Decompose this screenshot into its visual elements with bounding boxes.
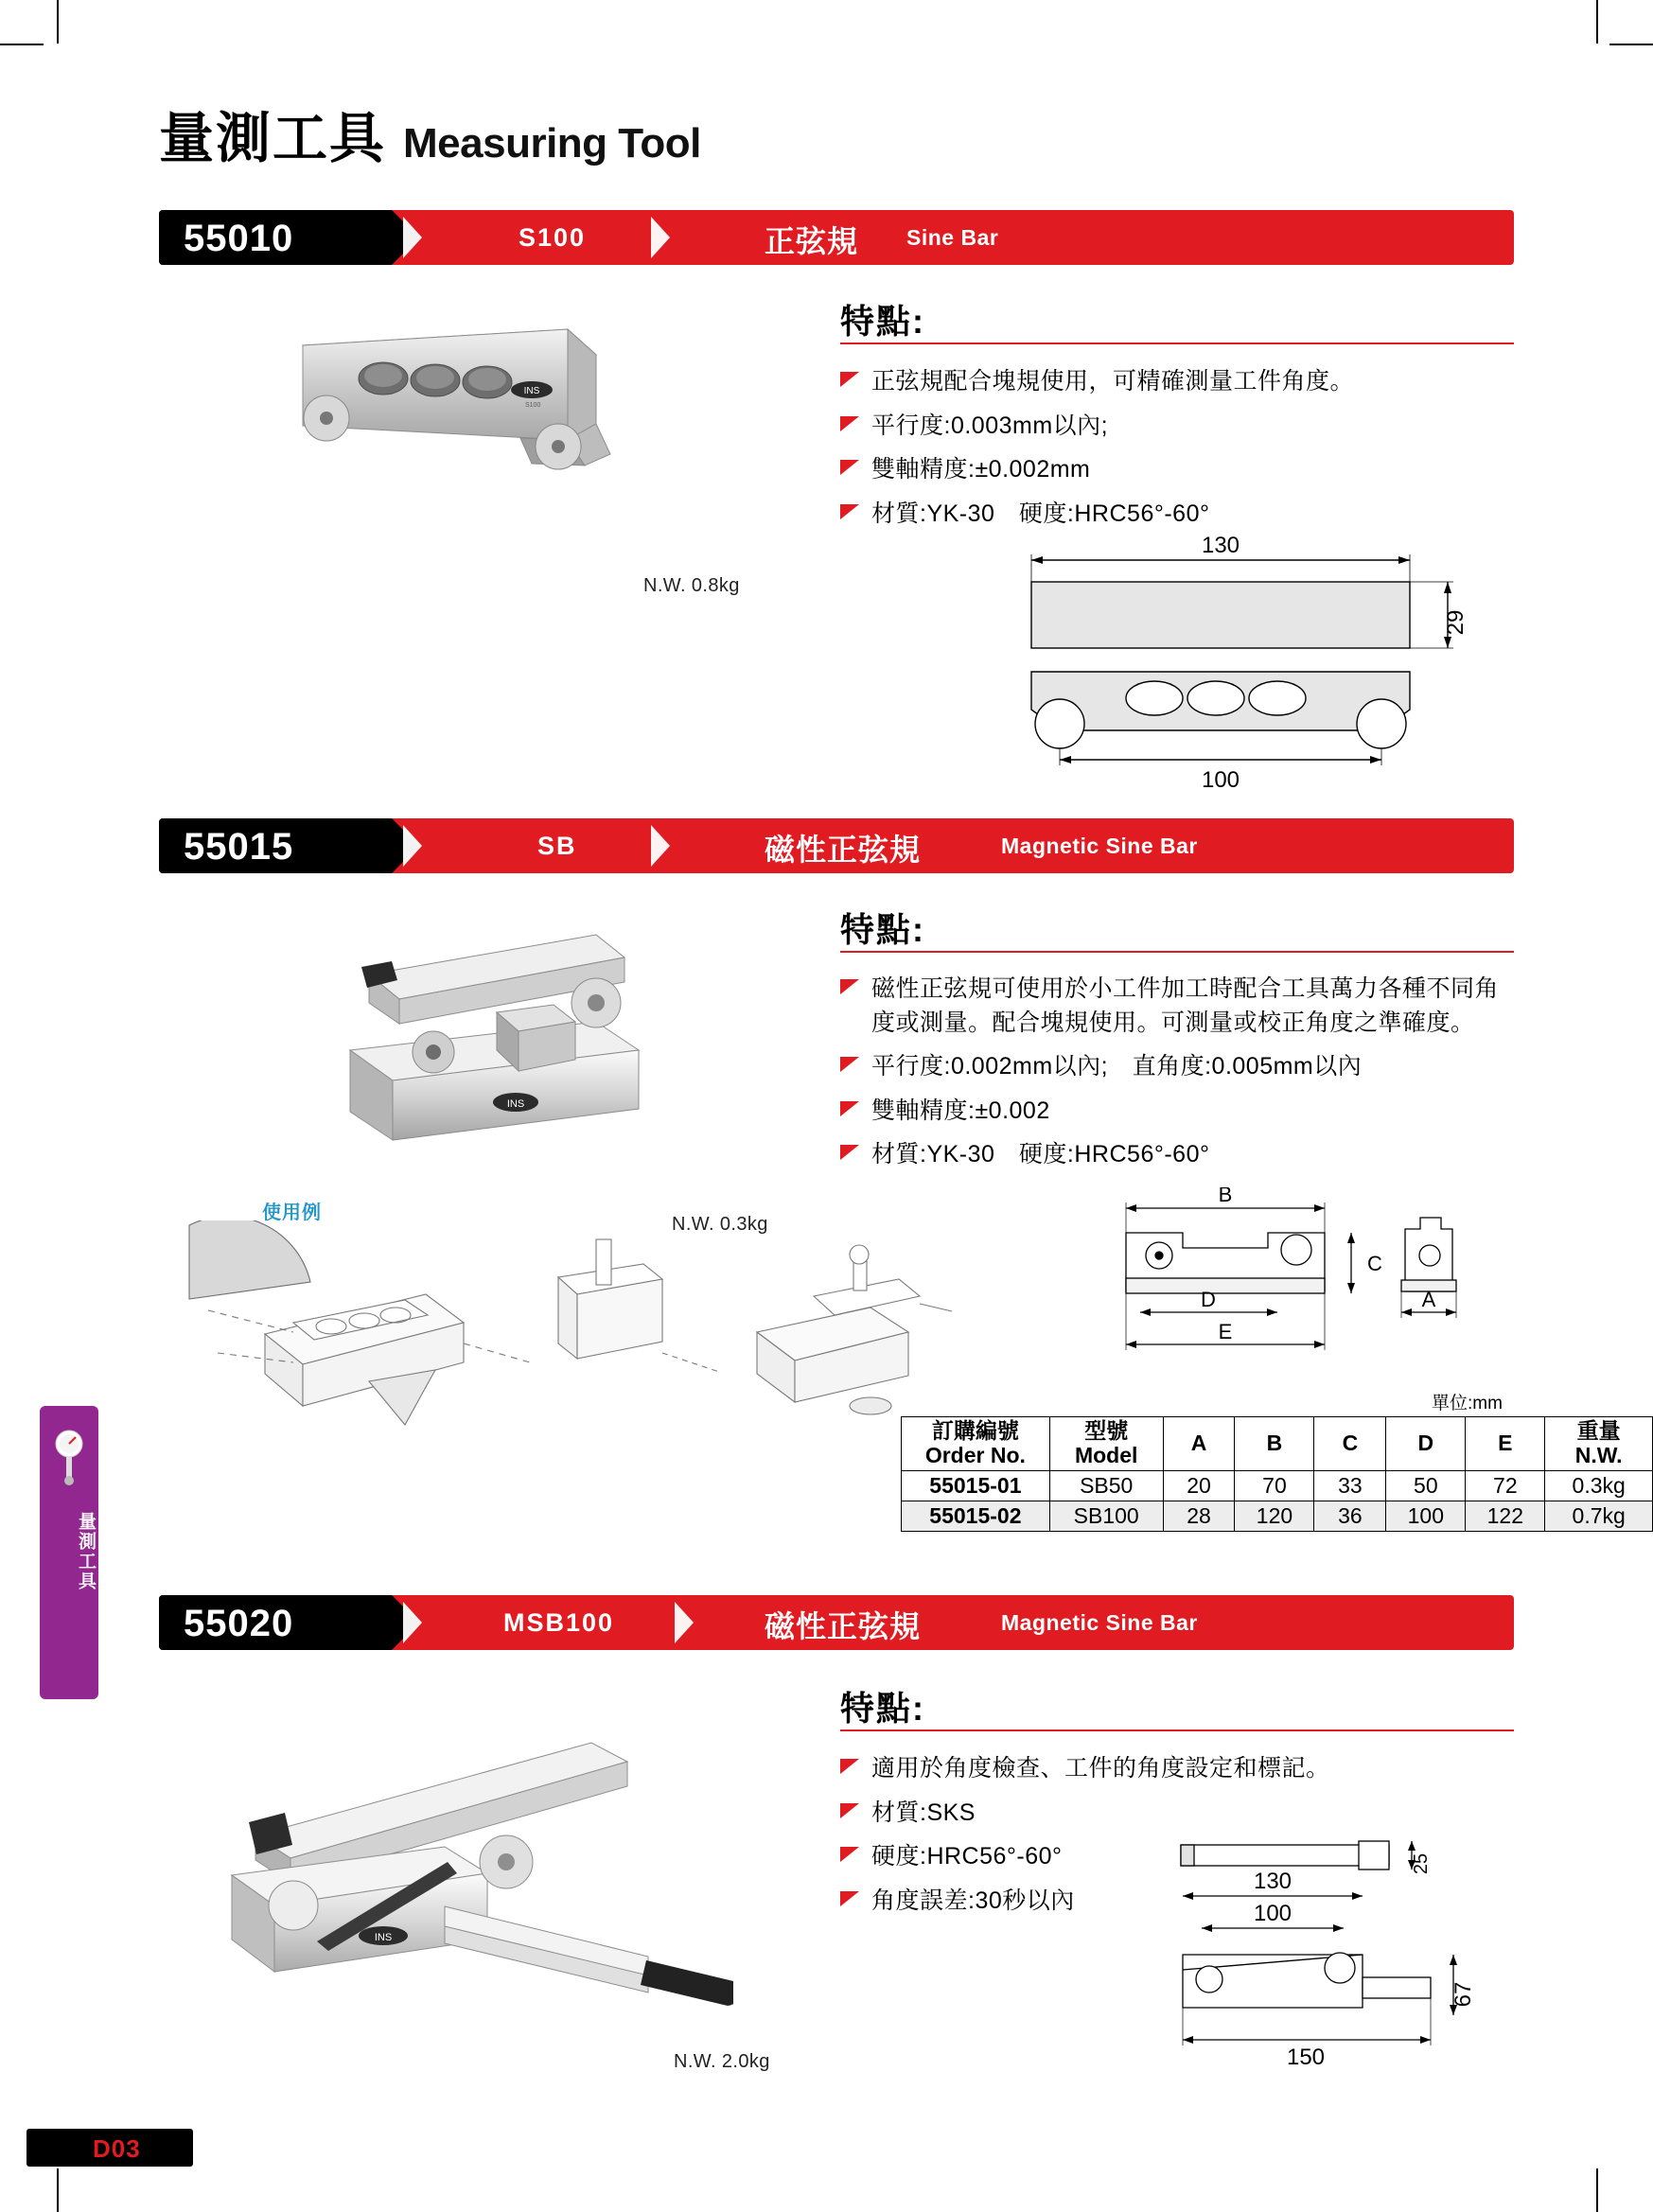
cell-b: 120 bbox=[1235, 1501, 1314, 1531]
cell-c: 33 bbox=[1314, 1470, 1386, 1501]
crop-mark-br-v bbox=[1596, 2168, 1598, 2212]
net-weight-55020: N.W. 2.0kg bbox=[674, 2051, 770, 2072]
chevron-icon-2 bbox=[675, 1602, 694, 1643]
usage-illustration-55015 bbox=[151, 1220, 984, 1457]
dim-label-67: 67 bbox=[1451, 1981, 1476, 2008]
features-list-55015 bbox=[840, 973, 1520, 1183]
net-weight-55010: N.W. 0.8kg bbox=[643, 575, 740, 596]
feature-item bbox=[840, 1797, 1370, 1831]
features-rule-55020 bbox=[840, 1729, 1514, 1731]
section-model: S100 bbox=[519, 223, 587, 252]
page-title bbox=[159, 108, 701, 169]
dim-label-25: 25 bbox=[1411, 1852, 1432, 1875]
side-tab bbox=[40, 1406, 121, 1699]
dim-label-29: 29 bbox=[1443, 609, 1468, 636]
feature-text: 雙軸精度:±0.002mm bbox=[871, 456, 1091, 483]
cell-c: 36 bbox=[1314, 1501, 1386, 1531]
page-number: D03 bbox=[93, 2134, 141, 2163]
th-a: A bbox=[1163, 1417, 1235, 1471]
feature-text: 角度誤差:30秒以內 bbox=[871, 1887, 1075, 1914]
th-d: D bbox=[1386, 1417, 1466, 1471]
th-line2: Model bbox=[1074, 1442, 1138, 1467]
table-row bbox=[902, 1470, 1653, 1501]
feature-item bbox=[840, 1050, 1520, 1084]
features-rule-55010 bbox=[840, 342, 1514, 344]
features-title-55020: 特點: bbox=[840, 1689, 925, 1728]
dim-label-130: 130 bbox=[1253, 1869, 1293, 1894]
th-line1: 型號 bbox=[1084, 1418, 1129, 1443]
dim-label-150: 150 bbox=[1286, 2045, 1326, 2070]
footer-bar bbox=[26, 2129, 193, 2167]
crop-mark-tr-h bbox=[1609, 44, 1653, 45]
net-weight-55015: N.W. 0.3kg bbox=[672, 1214, 768, 1235]
crop-mark-bl-v bbox=[57, 2168, 59, 2212]
th-weight bbox=[1545, 1417, 1653, 1471]
technical-drawing-55010 bbox=[1003, 530, 1514, 804]
chevron-icon-2 bbox=[651, 217, 670, 258]
dim-label-A: A bbox=[1421, 1288, 1436, 1311]
dim-label-B: B bbox=[1218, 1187, 1233, 1206]
product-image-55020 bbox=[203, 1703, 733, 2025]
cell-model: SB50 bbox=[1049, 1470, 1163, 1501]
bullet-triangle-icon bbox=[840, 1101, 861, 1122]
feature-item bbox=[840, 1752, 1370, 1786]
section-name-cn: 磁性正弦規 bbox=[765, 833, 922, 867]
feature-item bbox=[840, 498, 1521, 532]
unit-note-55015: 單位:mm bbox=[1432, 1394, 1503, 1413]
cell-weight: 0.7kg bbox=[1545, 1501, 1653, 1531]
section-name-en: Magnetic Sine Bar bbox=[1001, 834, 1198, 858]
feature-text: 適用於角度檢查、工件的角度設定和標記。 bbox=[871, 1755, 1330, 1782]
feature-item bbox=[840, 410, 1521, 444]
feature-item bbox=[840, 365, 1521, 399]
feature-item bbox=[840, 1095, 1520, 1129]
bullet-triangle-icon bbox=[840, 504, 861, 525]
cell-e: 122 bbox=[1466, 1501, 1545, 1531]
th-line1: 訂購編號 bbox=[931, 1418, 1019, 1443]
section-model: MSB100 bbox=[503, 1608, 615, 1637]
bullet-triangle-icon bbox=[840, 416, 861, 437]
crop-mark-tl-h bbox=[0, 44, 44, 45]
bullet-triangle-icon bbox=[840, 979, 861, 1000]
dim-label-100: 100 bbox=[1201, 767, 1240, 793]
th-line2: Order No. bbox=[924, 1442, 1026, 1467]
feature-item bbox=[840, 1138, 1520, 1172]
bullet-triangle-icon bbox=[840, 1145, 861, 1166]
crop-mark-tl-v bbox=[57, 0, 59, 44]
section-bar-55010 bbox=[159, 210, 1514, 265]
bullet-triangle-icon bbox=[840, 1759, 861, 1780]
cell-e: 72 bbox=[1466, 1470, 1545, 1501]
section-name-en: Magnetic Sine Bar bbox=[1001, 1610, 1198, 1635]
section-name-cn: 正弦規 bbox=[765, 224, 859, 258]
features-title-55015: 特點: bbox=[840, 910, 925, 949]
product-image-55010 bbox=[284, 312, 729, 558]
th-line1: 重量 bbox=[1576, 1418, 1621, 1443]
feature-text: 硬度:HRC56°-60° bbox=[871, 1843, 1063, 1870]
svg-text:INS: INS bbox=[506, 1098, 525, 1110]
feature-item bbox=[840, 973, 1520, 1040]
th-model bbox=[1049, 1417, 1163, 1471]
th-c: C bbox=[1314, 1417, 1386, 1471]
table-header-row bbox=[902, 1417, 1653, 1471]
feature-text: 材質:YK-30 硬度:HRC56°-60° bbox=[871, 500, 1210, 527]
feature-item bbox=[840, 453, 1521, 487]
cell-d: 100 bbox=[1386, 1501, 1466, 1531]
bullet-triangle-icon bbox=[840, 1803, 861, 1824]
svg-text:INS: INS bbox=[523, 386, 540, 396]
bullet-triangle-icon bbox=[840, 1057, 861, 1078]
section-bar-55020 bbox=[159, 1595, 1514, 1650]
svg-text:INS: INS bbox=[374, 1932, 393, 1943]
th-order-no bbox=[902, 1417, 1050, 1471]
bullet-triangle-icon bbox=[840, 1891, 861, 1912]
section-bar-55015 bbox=[159, 818, 1514, 873]
svg-text:S100: S100 bbox=[525, 402, 541, 409]
chevron-icon bbox=[403, 1602, 422, 1643]
features-list-55010 bbox=[840, 365, 1521, 541]
dim-label-C: C bbox=[1367, 1252, 1382, 1275]
dial-indicator-icon bbox=[51, 1429, 87, 1489]
cell-order-no: 55015-01 bbox=[902, 1470, 1050, 1501]
crop-mark-tr-v bbox=[1596, 0, 1598, 44]
section-code: 55020 bbox=[184, 1603, 294, 1644]
feature-text: 材質:SKS bbox=[871, 1799, 976, 1826]
section-code: 55010 bbox=[184, 218, 294, 259]
feature-text: 雙軸精度:±0.002 bbox=[871, 1097, 1050, 1124]
feature-text: 磁性正弦規可使用於小工件加工時配合工具萬力各種不同角度或測量。配合塊規使用。可測量或校正角度之準確度。 bbox=[871, 975, 1500, 1036]
th-e: E bbox=[1466, 1417, 1545, 1471]
features-rule-55015 bbox=[840, 951, 1514, 953]
cell-d: 50 bbox=[1386, 1470, 1466, 1501]
dim-label-130: 130 bbox=[1201, 533, 1240, 558]
section-model: SB bbox=[537, 832, 577, 860]
cell-model: SB100 bbox=[1049, 1501, 1163, 1531]
features-title-55010: 特點: bbox=[840, 302, 925, 341]
chevron-icon-2 bbox=[651, 825, 670, 867]
chevron-icon bbox=[403, 217, 422, 258]
cell-weight: 0.3kg bbox=[1545, 1470, 1653, 1501]
page-title-en: Measuring Tool bbox=[403, 120, 701, 167]
product-image-55015 bbox=[312, 908, 747, 1192]
feature-text: 平行度:0.003mm以內; bbox=[871, 412, 1109, 439]
side-tab-label-en: MEASURING TOOL bbox=[106, 1512, 121, 1659]
bullet-triangle-icon bbox=[840, 372, 861, 393]
cell-a: 20 bbox=[1163, 1470, 1235, 1501]
feature-text: 正弦規配合塊規使用，可精確測量工件角度。 bbox=[871, 368, 1355, 395]
cell-order-no: 55015-02 bbox=[902, 1501, 1050, 1531]
technical-drawing-55015 bbox=[1083, 1187, 1519, 1386]
feature-text: 平行度:0.002mm以內; 直角度:0.005mm以內 bbox=[871, 1053, 1363, 1080]
technical-drawing-55020 bbox=[1164, 1826, 1523, 2072]
usecase-label: 使用例 bbox=[262, 1203, 322, 1223]
dim-label-D: D bbox=[1201, 1288, 1216, 1311]
dim-label-100: 100 bbox=[1253, 1901, 1293, 1926]
side-tab-label-cn: 量測工具 bbox=[76, 1512, 96, 1591]
bullet-triangle-icon bbox=[840, 460, 861, 481]
bullet-triangle-icon bbox=[840, 1847, 861, 1868]
page-title-cn: 量測工具 bbox=[159, 108, 387, 169]
section-code: 55015 bbox=[184, 826, 294, 868]
th-b: B bbox=[1235, 1417, 1314, 1471]
section-name-en: Sine Bar bbox=[906, 225, 999, 250]
cell-a: 28 bbox=[1163, 1501, 1235, 1531]
spec-table-55015 bbox=[901, 1416, 1653, 1532]
cell-b: 70 bbox=[1235, 1470, 1314, 1501]
section-name-cn: 磁性正弦規 bbox=[765, 1609, 922, 1643]
dim-label-E: E bbox=[1218, 1320, 1233, 1343]
table-row bbox=[902, 1501, 1653, 1531]
feature-text: 材質:YK-30 硬度:HRC56°-60° bbox=[871, 1141, 1210, 1167]
chevron-icon bbox=[403, 825, 422, 867]
th-line2: N.W. bbox=[1574, 1442, 1623, 1467]
